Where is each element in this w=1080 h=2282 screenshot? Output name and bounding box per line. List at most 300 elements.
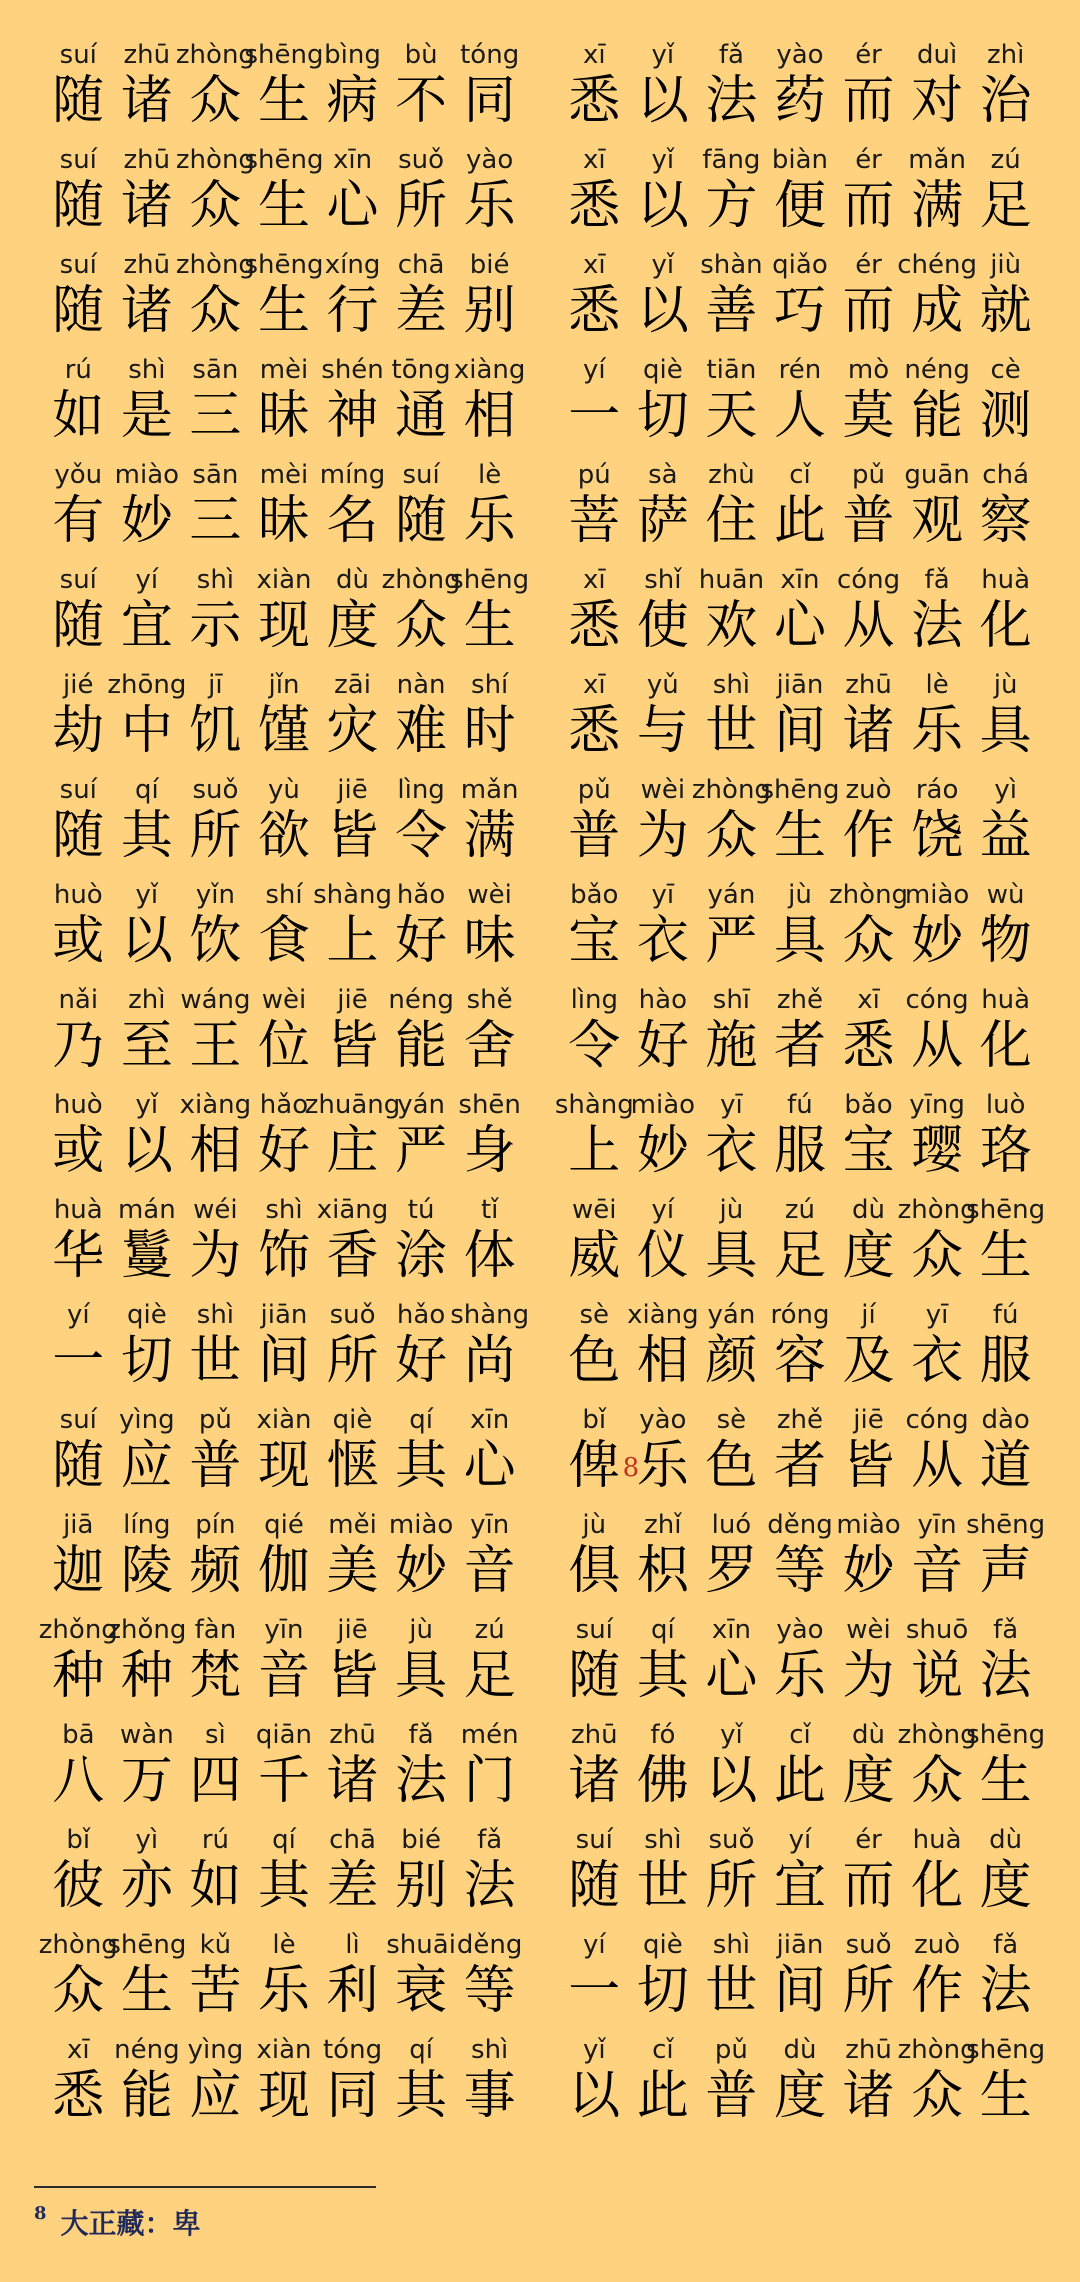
character-cell [897,2035,977,2140]
pinyin-label: yǐ [720,1720,743,1750]
pinyin-label: qiǎo [772,250,828,280]
hanzi-character: 悉 [842,1016,895,1076]
hanzi-character: 众 [189,71,242,131]
pinyin-label: jiē [853,1405,884,1435]
footnote-divider [34,2186,376,2188]
pinyin-label: suí [575,1615,613,1645]
pinyin-label: yào [639,1405,687,1435]
pinyin-label: yào [466,145,514,175]
hanzi-character: 萨 [636,491,689,551]
hanzi-character: 化 [979,1016,1032,1076]
hanzi-character: 饥 [189,701,242,761]
character-cell [560,1930,629,2035]
pinyin-label: luó [711,1510,752,1540]
character-cell [766,1930,835,2035]
character-cell [903,1090,972,1195]
hanzi-character: 随 [52,806,105,866]
pinyin-label: suǒ [845,1930,892,1960]
character-cell [387,775,456,880]
character-cell [387,1300,456,1405]
pinyin-label: luò [985,1090,1026,1120]
pinyin-label: xī [66,2035,90,2065]
character-cell [560,1825,629,1930]
hanzi-character: 宜 [120,596,173,656]
pinyin-label: rú [64,355,92,385]
hanzi-character: 四 [189,1751,242,1811]
character-cell [903,880,972,985]
pinyin-label: jiā [63,1510,94,1540]
pinyin-label: xī [582,250,606,280]
pinyin-label: yán [397,1090,445,1120]
pinyin-label: bǎo [844,1090,893,1120]
pinyin-label: dù [852,1720,886,1750]
hanzi-character: 就 [979,281,1032,341]
character-cell [387,1825,456,1930]
pinyin-label: suí [575,1825,613,1855]
character-cell [455,670,524,775]
character-cell [629,1615,698,1720]
pinyin-label: zhǒng [38,1615,118,1645]
pinyin-label: líng [123,1510,171,1540]
pinyin-label: yī [651,880,675,910]
left-line [44,1090,524,1195]
pinyin-label: shēng [244,250,324,280]
hanzi-character: 度 [842,1751,895,1811]
hanzi-character: 通 [395,386,448,446]
right-line [560,145,1040,250]
pinyin-label: qiān [255,1720,313,1750]
hanzi-character: 身 [463,1121,516,1181]
hanzi-character: 衰 [395,1961,448,2021]
pinyin-label: xī [582,565,606,595]
pinyin-label: hǎo [396,1300,446,1330]
hanzi-character: 以 [120,1121,173,1181]
pinyin-label: dào [981,1405,1030,1435]
hanzi-character: 生 [120,1961,173,2021]
pinyin-label: zú [474,1615,505,1645]
pinyin-label: lìng [397,775,445,805]
pinyin-label: pǔ [198,1405,232,1435]
pinyin-label: yǐ [582,2035,606,2065]
hanzi-character: 生 [257,71,310,131]
pinyin-label: lìng [570,985,618,1015]
character-cell [560,670,629,775]
character-cell [387,250,456,355]
hanzi-character: 满 [463,806,516,866]
character-cell [113,985,182,1090]
pinyin-label: bā [62,1720,95,1750]
hanzi-character: 现 [257,1436,310,1496]
hanzi-character: 度 [773,2066,826,2126]
hanzi-character: 悉 [568,176,621,236]
hanzi-character: 差 [326,1856,379,1916]
pinyin-label: wàn [120,1720,174,1750]
pinyin-label: bǐ [66,1825,91,1855]
pinyin-label: suí [59,145,97,175]
pinyin-label: miào [114,460,180,490]
pinyin-label: zhū [123,40,171,70]
character-cell [387,460,456,565]
pinyin-label: shàn [700,250,763,280]
character-cell [903,1825,972,1930]
character-cell [455,1405,524,1510]
hanzi-character: 心 [773,596,826,656]
character-cell [450,1300,530,1405]
character-cell [971,460,1040,565]
pinyin-label: shì [712,670,751,700]
pinyin-label: yí [135,565,159,595]
pinyin-label: zhǐ [644,1510,682,1540]
character-cell [766,2035,835,2140]
right-line [560,1405,1040,1510]
right-line [560,250,1040,355]
pinyin-label: sān [192,460,239,490]
pinyin-label: rú [201,1825,229,1855]
verse-row [0,250,1080,355]
character-cell [107,1930,187,2035]
hanzi-character: 梵 [189,1646,242,1706]
hanzi-character: 应 [120,1436,173,1496]
pinyin-label: shēng [966,2035,1046,2065]
pinyin-label: qí [409,1405,433,1435]
character-cell [175,40,255,145]
character-cell [560,355,629,460]
pinyin-label: shí [265,880,303,910]
hanzi-character: 饮 [189,911,242,971]
hanzi-character: 众 [911,1226,964,1286]
right-line [560,460,1040,565]
hanzi-character: 位 [257,1016,310,1076]
pinyin-label: jù [409,1615,433,1645]
character-cell [44,250,113,355]
right-line [560,40,1040,145]
character-cell [766,1720,835,1825]
hanzi-character: 灾 [326,701,379,761]
character-cell [971,1825,1040,1930]
pinyin-label: wèi [640,775,686,805]
hanzi-character: 涂 [395,1226,448,1286]
hanzi-character: 音 [463,1541,516,1601]
character-cell [629,1405,698,1510]
hanzi-character: 众 [911,1751,964,1811]
pinyin-label: shì [196,1300,235,1330]
character-cell [113,250,182,355]
pinyin-label: pǔ [577,775,611,805]
hanzi-character: 体 [463,1226,516,1286]
pinyin-label: lè [478,460,502,490]
pinyin-label: dù [783,2035,817,2065]
hanzi-character: 味 [463,911,516,971]
hanzi-character: 以 [568,2066,621,2126]
hanzi-character: 世 [636,1856,689,1916]
pinyin-label: nǎi [58,985,99,1015]
hanzi-character: 惬 [326,1436,379,1496]
hanzi-character: 乐 [257,1961,310,2021]
hanzi-character: 者 [773,1436,826,1496]
character-cell [766,40,835,145]
pinyin-label: cǐ [652,2035,674,2065]
hanzi-character: 生 [773,806,826,866]
pinyin-label: hǎo [396,880,446,910]
pinyin-label: lì [345,1930,360,1960]
pinyin-label: zhòng [897,1195,977,1225]
hanzi-character: 食 [257,911,310,971]
character-cell [455,1615,524,1720]
hanzi-character: 度 [842,1226,895,1286]
hanzi-character: 众 [189,176,242,236]
character-cell [629,1825,698,1930]
pinyin-label: suí [59,1405,97,1435]
hanzi-character: 别 [395,1856,448,1916]
pinyin-label: jié [63,670,94,700]
character-cell [560,1405,640,1510]
pinyin-label: chā [329,1825,376,1855]
hanzi-character: 宜 [773,1856,826,1916]
character-cell [629,1090,698,1195]
hanzi-character: 万 [120,1751,173,1811]
pinyin-label: xiàng [179,1090,252,1120]
pinyin-label: zhuāng [304,1090,401,1120]
character-cell [250,1615,319,1720]
character-cell [766,1300,835,1405]
pinyin-label: qiè [642,1930,683,1960]
hanzi-character: 诸 [842,701,895,761]
footnote [34,2204,201,2244]
character-cell [250,1195,319,1300]
character-cell [181,775,250,880]
pinyin-label: zhū [845,2035,892,2065]
hanzi-character: 具 [773,911,826,971]
hanzi-character: 众 [911,2066,964,2126]
character-cell [560,1510,629,1615]
character-cell [250,460,319,565]
character-cell [971,355,1040,460]
pinyin-label: zú [990,145,1021,175]
hanzi-character: 众 [395,596,448,656]
hanzi-character: 而 [842,71,895,131]
hanzi-character: 而 [842,1856,895,1916]
hanzi-character: 悉 [568,71,621,131]
pinyin-label: fàn [194,1615,237,1645]
character-cell [560,40,629,145]
character-cell [450,565,530,670]
pinyin-label: yǐ [651,145,675,175]
hanzi-character: 其 [257,1856,310,1916]
character-cell [971,1930,1040,2035]
pinyin-label: cóng [905,1405,969,1435]
character-cell [244,40,324,145]
character-cell [250,775,319,880]
character-cell [38,1615,118,1720]
character-cell [387,1510,456,1615]
verse-row [0,565,1080,670]
character-cell [318,40,387,145]
character-cell [903,1930,972,2035]
hanzi-character: 尚 [463,1331,516,1391]
pinyin-label: shēng [244,145,324,175]
character-cell [244,145,324,250]
character-cell [766,985,835,1090]
hanzi-character: 欢 [705,596,758,656]
hanzi-character: 悉 [568,281,621,341]
character-cell [387,985,456,1090]
pinyin-label: cóng [905,985,969,1015]
character-cell [560,2035,629,2140]
hanzi-character: 随 [52,176,105,236]
character-cell [971,565,1040,670]
pinyin-label: shì [196,565,235,595]
character-cell [903,40,972,145]
character-cell [971,670,1040,775]
hanzi-character: 皆 [326,1016,379,1076]
pinyin-label: duì [916,40,958,70]
hanzi-character: 威 [568,1226,621,1286]
character-cell [554,1090,634,1195]
character-cell [697,460,766,565]
pinyin-label: yí [582,1930,606,1960]
character-cell [834,40,903,145]
character-cell [181,670,250,775]
character-cell [766,250,835,355]
pinyin-label: děng [456,1930,523,1960]
pinyin-label: chā [397,250,445,280]
hanzi-character: 皆 [326,1646,379,1706]
character-cell [560,565,629,670]
character-cell [387,1195,456,1300]
hanzi-character: 妙 [120,491,173,551]
pinyin-label: zhū [845,670,892,700]
left-line [44,1300,530,1405]
hanzi-character: 妙 [911,911,964,971]
hanzi-character: 间 [257,1331,310,1391]
pinyin-label: zhòng [175,250,255,280]
character-cell [697,565,766,670]
character-cell [181,2035,250,2140]
character-cell [766,565,835,670]
character-cell [629,1720,698,1825]
pinyin-label: wéi [193,1195,238,1225]
left-line [38,1930,524,2035]
hanzi-character: 悉 [568,701,621,761]
pinyin-label: huà [912,1825,962,1855]
character-cell [455,1825,524,1930]
pinyin-label: shǐ [644,565,682,595]
pinyin-label: zhòng [691,775,771,805]
hanzi-character: 众 [52,1961,105,2021]
pinyin-label: wèi [846,1615,891,1645]
character-cell [834,1825,903,1930]
hanzi-character: 观 [911,491,964,551]
character-cell [629,565,698,670]
character-cell [387,40,456,145]
character-cell [697,1195,766,1300]
pinyin-label: zú [784,1195,816,1225]
hanzi-character: 苦 [189,1961,242,2021]
hanzi-character: 诸 [326,1751,379,1811]
hanzi-character: 众 [189,281,242,341]
verse-row [0,355,1080,460]
character-cell [44,670,113,775]
character-cell [181,1825,250,1930]
hanzi-character: 现 [257,2066,310,2126]
character-cell [387,1405,456,1510]
pinyin-label: yí [66,1300,90,1330]
hanzi-character: 昧 [257,386,310,446]
character-cell [903,775,972,880]
pinyin-label: dù [852,1195,886,1225]
hanzi-character: 中 [120,701,173,761]
hanzi-character: 随 [568,1856,621,1916]
hanzi-character: 同 [463,71,516,131]
character-cell [629,985,698,1090]
character-cell [766,670,835,775]
hanzi-character: 对 [911,71,964,131]
character-cell [250,1720,319,1825]
character-cell [113,1405,182,1510]
hanzi-character: 众 [842,911,895,971]
hanzi-character: 有 [52,491,105,551]
character-cell [181,565,250,670]
hanzi-character: 同 [326,2066,379,2126]
pinyin-label: yán [707,880,756,910]
character-cell [250,2035,319,2140]
character-cell [387,145,456,250]
character-cell [971,250,1040,355]
character-cell [766,880,835,985]
hanzi-character: 使 [636,596,689,656]
pinyin-label: jiē [337,1615,368,1645]
pinyin-label: mǎn [908,145,966,175]
pinyin-label: ér [855,40,882,70]
hanzi-character: 普 [842,491,895,551]
hanzi-character: 饶 [911,806,964,866]
pinyin-label: zhòng [897,1720,977,1750]
hanzi-character: 成 [911,281,964,341]
character-cell [966,2035,1046,2140]
hanzi-character: 众 [705,806,758,866]
left-line [44,355,524,460]
verse-row [0,670,1080,775]
pinyin-label: yào [776,1615,824,1645]
character-cell [318,775,387,880]
hanzi-character: 法 [979,1961,1032,2021]
pinyin-label: yǐn [195,880,235,910]
character-cell [971,880,1040,985]
pinyin-label: dù [989,1825,1023,1855]
pinyin-label: yìng [119,1405,175,1435]
pinyin-label: yí [582,355,606,385]
pinyin-label: néng [388,985,454,1015]
pinyin-label: nàn [396,670,446,700]
hanzi-character: 现 [257,596,310,656]
pinyin-label: jiān [776,670,824,700]
character-cell [903,565,972,670]
pinyin-label: mèi [259,355,309,385]
hanzi-character: 生 [257,281,310,341]
hanzi-character: 乐 [463,176,516,236]
character-cell [113,2035,182,2140]
hanzi-character: 法 [911,596,964,656]
pinyin-label: yì [994,775,1017,805]
right-line [560,880,1040,985]
character-cell [455,250,524,355]
hanzi-character: 具 [979,701,1032,761]
hanzi-character: 巧 [773,281,826,341]
pinyin-label: shàng [554,1090,634,1120]
pinyin-label: sì [205,1720,226,1750]
hanzi-character: 相 [463,386,516,446]
character-cell [44,2035,113,2140]
